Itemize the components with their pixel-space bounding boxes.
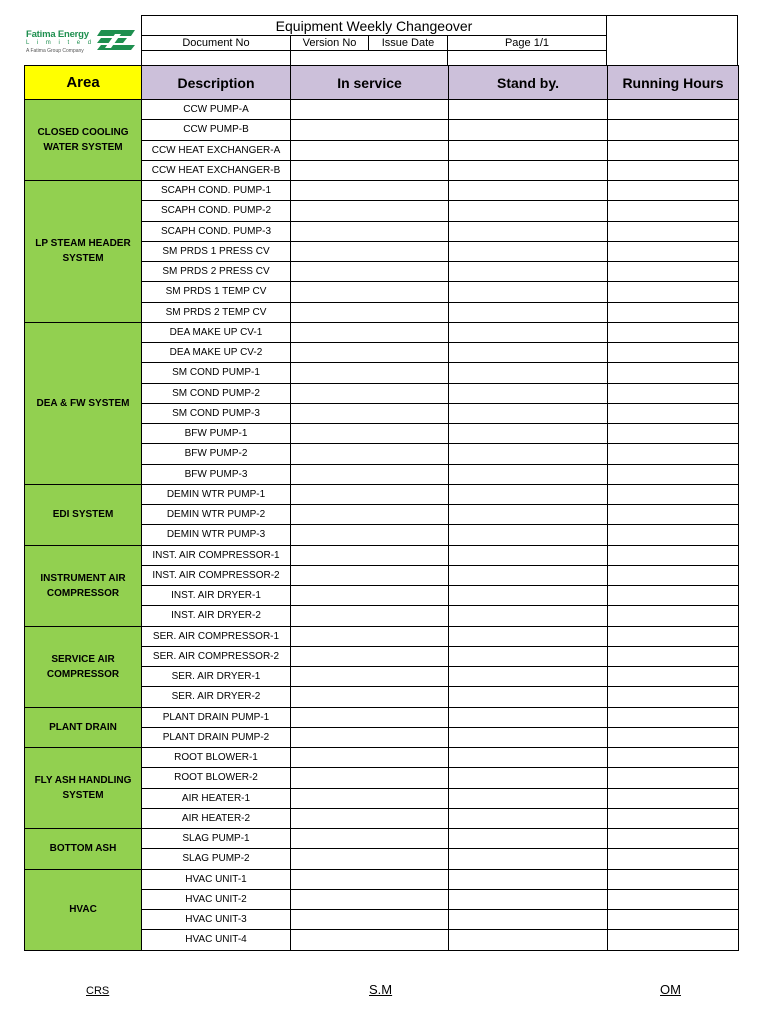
- logo-tagline: A Fatima Group Company: [26, 48, 84, 54]
- in-service-cell[interactable]: [291, 322, 449, 342]
- col-header-in-service: In service: [291, 66, 449, 100]
- running-hours-cell[interactable]: [608, 646, 739, 666]
- area-cell: EDI SYSTEM: [25, 484, 142, 545]
- running-hours-cell[interactable]: [608, 545, 739, 565]
- running-hours-cell[interactable]: [608, 930, 739, 950]
- in-service-cell[interactable]: [291, 768, 449, 788]
- running-hours-cell[interactable]: [608, 748, 739, 768]
- table-row: [25, 869, 739, 889]
- running-hours-cell[interactable]: [608, 221, 739, 241]
- area-cell: LP STEAM HEADER SYSTEM: [25, 181, 142, 323]
- in-service-cell[interactable]: [291, 565, 449, 585]
- description-cell: INST. AIR COMPRESSOR-1: [142, 545, 291, 565]
- signature-sm: S.M: [369, 982, 393, 997]
- running-hours-cell[interactable]: [608, 100, 739, 120]
- stand-by-cell[interactable]: [449, 525, 608, 545]
- description-cell: DEA MAKE UP CV-2: [142, 343, 291, 363]
- description-cell: DEMIN WTR PUMP-3: [142, 525, 291, 545]
- running-hours-cell[interactable]: [608, 444, 739, 464]
- stand-by-cell[interactable]: [449, 322, 608, 342]
- in-service-cell[interactable]: [291, 302, 449, 322]
- description-cell: SCAPH COND. PUMP-2: [142, 201, 291, 221]
- in-service-cell[interactable]: [291, 140, 449, 160]
- in-service-cell[interactable]: [291, 748, 449, 768]
- document-no-label: Document No: [141, 35, 291, 51]
- description-cell: SER. AIR COMPRESSOR-2: [142, 646, 291, 666]
- stand-by-cell[interactable]: [449, 262, 608, 282]
- stand-by-cell[interactable]: [449, 889, 608, 909]
- running-hours-cell[interactable]: [608, 403, 739, 423]
- logo-name: Fatima Energy: [26, 29, 89, 40]
- area-cell: PLANT DRAIN: [25, 707, 142, 748]
- running-hours-cell[interactable]: [608, 768, 739, 788]
- logo-mark-icon: [97, 30, 135, 50]
- stand-by-cell[interactable]: [449, 383, 608, 403]
- description-cell: INST. AIR DRYER-1: [142, 586, 291, 606]
- in-service-cell[interactable]: [291, 120, 449, 140]
- table-row: [25, 829, 739, 849]
- signature-om: OM: [660, 982, 681, 997]
- in-service-cell[interactable]: [291, 829, 449, 849]
- description-cell: SM PRDS 2 PRESS CV: [142, 262, 291, 282]
- running-hours-cell[interactable]: [608, 910, 739, 930]
- in-service-cell[interactable]: [291, 910, 449, 930]
- stand-by-cell[interactable]: [449, 687, 608, 707]
- running-hours-cell[interactable]: [608, 707, 739, 727]
- running-hours-cell[interactable]: [608, 869, 739, 889]
- running-hours-cell[interactable]: [608, 120, 739, 140]
- col-header-running-hours: Running Hours: [608, 66, 739, 100]
- running-hours-cell[interactable]: [608, 808, 739, 828]
- in-service-cell[interactable]: [291, 444, 449, 464]
- stand-by-cell[interactable]: [449, 788, 608, 808]
- table-header-row: [25, 66, 739, 100]
- description-cell: SM PRDS 1 PRESS CV: [142, 241, 291, 261]
- running-hours-cell[interactable]: [608, 160, 739, 180]
- running-hours-cell[interactable]: [608, 181, 739, 201]
- running-hours-cell[interactable]: [608, 687, 739, 707]
- running-hours-cell[interactable]: [608, 464, 739, 484]
- version-issue-value[interactable]: [290, 50, 448, 66]
- running-hours-cell[interactable]: [608, 302, 739, 322]
- issue-date-label: Issue Date: [368, 35, 448, 51]
- running-hours-cell[interactable]: [608, 363, 739, 383]
- description-cell: SM COND PUMP-3: [142, 403, 291, 423]
- stand-by-cell[interactable]: [449, 363, 608, 383]
- table-row: [25, 626, 739, 646]
- description-cell: CCW HEAT EXCHANGER-A: [142, 140, 291, 160]
- description-cell: ROOT BLOWER-2: [142, 768, 291, 788]
- in-service-cell[interactable]: [291, 525, 449, 545]
- running-hours-cell[interactable]: [608, 343, 739, 363]
- stand-by-cell[interactable]: [449, 444, 608, 464]
- running-hours-cell[interactable]: [608, 849, 739, 869]
- in-service-cell[interactable]: [291, 241, 449, 261]
- description-cell: BFW PUMP-1: [142, 424, 291, 444]
- running-hours-cell[interactable]: [608, 140, 739, 160]
- company-logo: [26, 29, 138, 63]
- in-service-cell[interactable]: [291, 586, 449, 606]
- description-cell: PLANT DRAIN PUMP-2: [142, 727, 291, 747]
- table-row: [25, 707, 739, 727]
- description-cell: SCAPH COND. PUMP-3: [142, 221, 291, 241]
- description-cell: SM COND PUMP-2: [142, 383, 291, 403]
- description-cell: SER. AIR DRYER-2: [142, 687, 291, 707]
- description-cell: HVAC UNIT-4: [142, 930, 291, 950]
- document-title: Equipment Weekly Changeover: [141, 15, 607, 36]
- in-service-cell[interactable]: [291, 424, 449, 444]
- in-service-cell[interactable]: [291, 606, 449, 626]
- in-service-cell[interactable]: [291, 221, 449, 241]
- running-hours-cell[interactable]: [608, 788, 739, 808]
- description-cell: AIR HEATER-1: [142, 788, 291, 808]
- running-hours-cell[interactable]: [608, 889, 739, 909]
- stand-by-cell[interactable]: [449, 545, 608, 565]
- col-header-stand-by: Stand by.: [449, 66, 608, 100]
- stand-by-cell[interactable]: [449, 403, 608, 423]
- stand-by-cell[interactable]: [449, 464, 608, 484]
- in-service-cell[interactable]: [291, 687, 449, 707]
- stand-by-cell[interactable]: [449, 768, 608, 788]
- in-service-cell[interactable]: [291, 646, 449, 666]
- in-service-cell[interactable]: [291, 262, 449, 282]
- running-hours-cell[interactable]: [608, 586, 739, 606]
- running-hours-cell[interactable]: [608, 829, 739, 849]
- in-service-cell[interactable]: [291, 849, 449, 869]
- description-cell: DEA MAKE UP CV-1: [142, 322, 291, 342]
- description-cell: BFW PUMP-2: [142, 444, 291, 464]
- logo-subtitle: L i m i t e d: [26, 40, 95, 46]
- description-cell: INST. AIR COMPRESSOR-2: [142, 565, 291, 585]
- running-hours-cell[interactable]: [608, 606, 739, 626]
- description-cell: SLAG PUMP-1: [142, 829, 291, 849]
- col-header-area: Area: [25, 66, 142, 100]
- description-cell: SM PRDS 1 TEMP CV: [142, 282, 291, 302]
- area-cell: HVAC: [25, 869, 142, 950]
- area-cell: CLOSED COOLING WATER SYSTEM: [25, 100, 142, 181]
- in-service-cell[interactable]: [291, 626, 449, 646]
- document-no-value[interactable]: [141, 50, 291, 66]
- area-cell: INSTRUMENT AIR COMPRESSOR: [25, 545, 142, 626]
- description-cell: ROOT BLOWER-1: [142, 748, 291, 768]
- description-cell: SCAPH COND. PUMP-1: [142, 181, 291, 201]
- table-row: [25, 545, 739, 565]
- description-cell: DEMIN WTR PUMP-1: [142, 484, 291, 504]
- in-service-cell[interactable]: [291, 869, 449, 889]
- stand-by-cell[interactable]: [449, 910, 608, 930]
- running-hours-cell[interactable]: [608, 201, 739, 221]
- description-cell: AIR HEATER-2: [142, 808, 291, 828]
- running-hours-cell[interactable]: [608, 525, 739, 545]
- stand-by-cell[interactable]: [449, 120, 608, 140]
- in-service-cell[interactable]: [291, 181, 449, 201]
- description-cell: BFW PUMP-3: [142, 464, 291, 484]
- logo-cell: [24, 15, 142, 66]
- in-service-cell[interactable]: [291, 100, 449, 120]
- stand-by-cell[interactable]: [449, 241, 608, 261]
- running-hours-cell[interactable]: [608, 322, 739, 342]
- running-hours-cell[interactable]: [608, 424, 739, 444]
- in-service-cell[interactable]: [291, 788, 449, 808]
- stand-by-cell[interactable]: [449, 707, 608, 727]
- description-cell: CCW PUMP-A: [142, 100, 291, 120]
- running-hours-cell[interactable]: [608, 383, 739, 403]
- running-hours-cell[interactable]: [608, 505, 739, 525]
- stand-by-cell[interactable]: [449, 667, 608, 687]
- page-label: Page 1/1: [447, 35, 607, 51]
- header-right-box: [606, 15, 738, 66]
- stand-by-cell[interactable]: [449, 100, 608, 120]
- stand-by-cell[interactable]: [449, 829, 608, 849]
- description-cell: HVAC UNIT-2: [142, 889, 291, 909]
- stand-by-cell[interactable]: [449, 181, 608, 201]
- in-service-cell[interactable]: [291, 363, 449, 383]
- in-service-cell[interactable]: [291, 667, 449, 687]
- table-row: [25, 484, 739, 504]
- stand-by-cell[interactable]: [449, 646, 608, 666]
- signature-crs: CRS: [86, 985, 110, 997]
- stand-by-cell[interactable]: [449, 282, 608, 302]
- in-service-cell[interactable]: [291, 282, 449, 302]
- running-hours-cell[interactable]: [608, 727, 739, 747]
- area-cell: SERVICE AIR COMPRESSOR: [25, 626, 142, 707]
- stand-by-cell[interactable]: [449, 869, 608, 889]
- running-hours-cell[interactable]: [608, 282, 739, 302]
- in-service-cell[interactable]: [291, 808, 449, 828]
- description-cell: CCW HEAT EXCHANGER-B: [142, 160, 291, 180]
- stand-by-cell[interactable]: [449, 343, 608, 363]
- in-service-cell[interactable]: [291, 403, 449, 423]
- description-cell: SLAG PUMP-2: [142, 849, 291, 869]
- in-service-cell[interactable]: [291, 201, 449, 221]
- stand-by-cell[interactable]: [449, 930, 608, 950]
- description-cell: SM PRDS 2 TEMP CV: [142, 302, 291, 322]
- area-cell: DEA & FW SYSTEM: [25, 322, 142, 484]
- running-hours-cell[interactable]: [608, 565, 739, 585]
- description-cell: CCW PUMP-B: [142, 120, 291, 140]
- stand-by-cell[interactable]: [449, 505, 608, 525]
- in-service-cell[interactable]: [291, 727, 449, 747]
- description-cell: SER. AIR COMPRESSOR-1: [142, 626, 291, 646]
- changeover-table: [24, 65, 739, 951]
- stand-by-cell[interactable]: [449, 424, 608, 444]
- stand-by-cell[interactable]: [449, 565, 608, 585]
- table-row: [25, 748, 739, 768]
- stand-by-cell[interactable]: [449, 201, 608, 221]
- stand-by-cell[interactable]: [449, 302, 608, 322]
- stand-by-cell[interactable]: [449, 748, 608, 768]
- running-hours-cell[interactable]: [608, 262, 739, 282]
- in-service-cell[interactable]: [291, 930, 449, 950]
- table-body: [25, 100, 739, 951]
- in-service-cell[interactable]: [291, 160, 449, 180]
- table-row: [25, 181, 739, 201]
- in-service-cell[interactable]: [291, 545, 449, 565]
- stand-by-cell[interactable]: [449, 484, 608, 504]
- stand-by-cell[interactable]: [449, 140, 608, 160]
- description-cell: SM COND PUMP-1: [142, 363, 291, 383]
- stand-by-cell[interactable]: [449, 626, 608, 646]
- stand-by-cell[interactable]: [449, 808, 608, 828]
- stand-by-cell[interactable]: [449, 849, 608, 869]
- area-cell: FLY ASH HANDLING SYSTEM: [25, 748, 142, 829]
- page-value[interactable]: [447, 50, 607, 66]
- table-row: [25, 322, 739, 342]
- in-service-cell[interactable]: [291, 484, 449, 504]
- in-service-cell[interactable]: [291, 505, 449, 525]
- stand-by-cell[interactable]: [449, 606, 608, 626]
- description-cell: SER. AIR DRYER-1: [142, 667, 291, 687]
- stand-by-cell[interactable]: [449, 221, 608, 241]
- in-service-cell[interactable]: [291, 343, 449, 363]
- description-cell: INST. AIR DRYER-2: [142, 606, 291, 626]
- in-service-cell[interactable]: [291, 383, 449, 403]
- description-cell: HVAC UNIT-3: [142, 910, 291, 930]
- in-service-cell[interactable]: [291, 464, 449, 484]
- description-cell: DEMIN WTR PUMP-2: [142, 505, 291, 525]
- in-service-cell[interactable]: [291, 707, 449, 727]
- stand-by-cell[interactable]: [449, 727, 608, 747]
- table-row: [25, 100, 739, 120]
- col-header-description: Description: [142, 66, 291, 100]
- area-cell: BOTTOM ASH: [25, 829, 142, 870]
- description-cell: PLANT DRAIN PUMP-1: [142, 707, 291, 727]
- running-hours-cell[interactable]: [608, 667, 739, 687]
- version-no-label: Version No: [290, 35, 369, 51]
- running-hours-cell[interactable]: [608, 241, 739, 261]
- stand-by-cell[interactable]: [449, 160, 608, 180]
- running-hours-cell[interactable]: [608, 484, 739, 504]
- description-cell: HVAC UNIT-1: [142, 869, 291, 889]
- running-hours-cell[interactable]: [608, 626, 739, 646]
- in-service-cell[interactable]: [291, 889, 449, 909]
- stand-by-cell[interactable]: [449, 586, 608, 606]
- document-header: [24, 15, 738, 65]
